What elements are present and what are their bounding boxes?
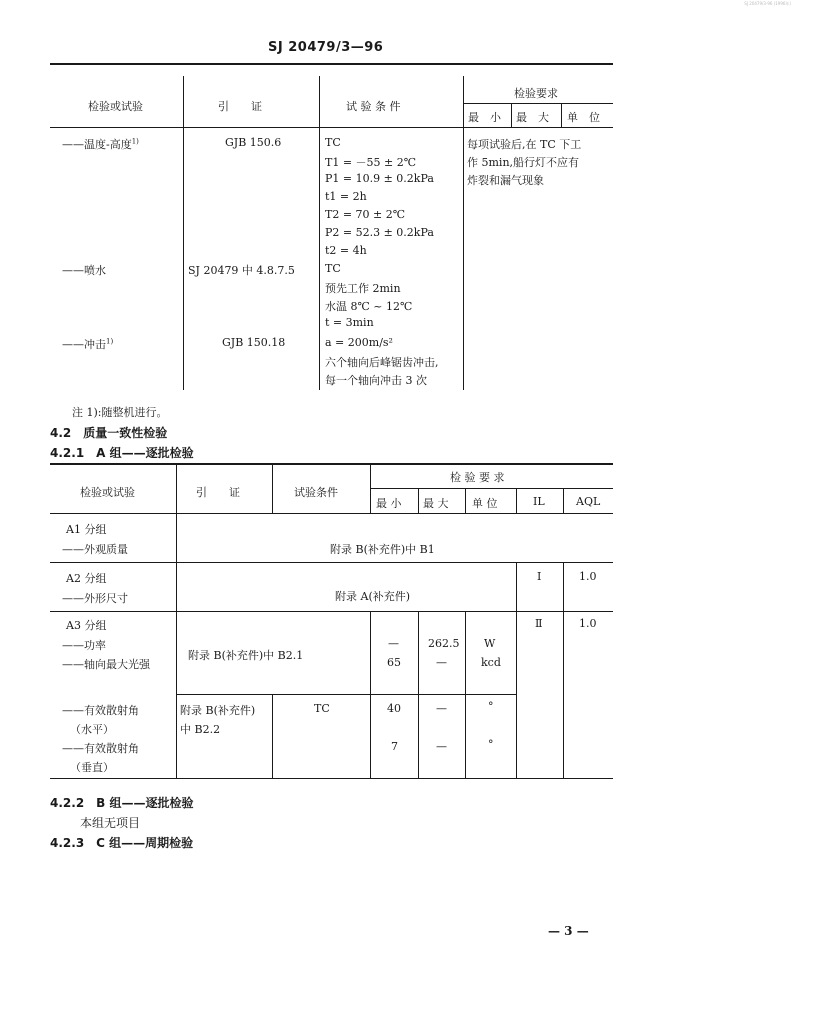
cond-line: P2 = 52.3 ± 0.2kPa (325, 226, 434, 239)
cond-line: a = 200m/s² (325, 336, 393, 349)
header-requirements: 检验要求 (514, 87, 558, 100)
a3-group-label: A3 分组 (66, 619, 107, 632)
a3-aql: 1.0 (579, 617, 597, 630)
cond-line: T1 = －55 ± 2℃ (325, 156, 417, 169)
section-4-2-2-heading: 4.2.2 B 组——逐批检验 (50, 796, 194, 810)
cond-line: 六个轴向后峰锯齿冲击, (325, 356, 439, 369)
requirement-text: 作 5min,船行灯不应有 (467, 156, 580, 169)
a3-reference-b2-2-line2: 中 B2.2 (180, 723, 221, 736)
header-conditions: 试 验 条 件 (346, 100, 401, 113)
page-number: — 3 — (548, 924, 589, 938)
cond-line: 预先工作 2min (325, 282, 401, 295)
a1-item: ——外观质量 (62, 543, 128, 556)
cond-line: t2 = 4h (325, 244, 367, 257)
section-4-2-heading: 4.2 质量一致性检验 (50, 426, 168, 440)
header-min: 最 小 (468, 111, 501, 124)
row-item-temperature-altitude: ——温度-高度$^{1)}$ (62, 137, 139, 151)
row-ref-gjb150-18: GJB 150.18 (222, 336, 286, 349)
t2-header-item: 检验或试验 (80, 486, 135, 499)
a3-reference-b2-2: 附录 B(补充件) (180, 704, 256, 717)
cond-line: T2 = 70 ± 2℃ (325, 208, 406, 221)
header-unit: 单 位 (567, 111, 600, 124)
a3-vertical-min: 7 (391, 740, 398, 753)
requirement-text: 炸裂和漏气现象 (467, 174, 544, 187)
row-ref-gjb150-6: GJB 150.6 (225, 136, 282, 149)
a3-item-vertical-label: （垂直） (70, 761, 114, 774)
t2-header-il: IL (533, 495, 545, 508)
row-item-water-spray: ——喷水 (62, 264, 106, 277)
section-4-2-3-heading: 4.2.3 C 组——周期检验 (50, 836, 194, 850)
cond-line: TC (325, 262, 341, 275)
a3-item-horizontal-angle: ——有效散射角 (62, 704, 139, 717)
a3-intensity-min: 65 (387, 656, 401, 669)
a3-intensity-max: — (436, 656, 447, 669)
header-reference: 引 证 (218, 100, 262, 113)
a3-vertical-max: — (436, 740, 447, 753)
t2-header-requirements: 检 验 要 求 (450, 471, 505, 484)
a1-group-label: A1 分组 (66, 523, 107, 536)
header-max: 最 大 (516, 111, 549, 124)
a3-il: Ⅱ (535, 617, 543, 630)
a2-aql: 1.0 (579, 570, 597, 583)
footnote: 注 1):随整机进行。 (72, 406, 168, 419)
a3-horizontal-unit: ° (488, 700, 494, 713)
document-code-header: SJ 20479/3—96 (268, 40, 384, 55)
requirement-text: 每项试验后,在 TC 下工 (467, 138, 582, 151)
a2-item: ——外形尺寸 (62, 592, 128, 605)
cond-line: t1 = 2h (325, 190, 367, 203)
a2-reference: 附录 A(补充件) (335, 590, 411, 603)
cond-line: P1 = 10.9 ± 0.2kPa (325, 172, 434, 185)
a2-group-label: A2 分组 (66, 572, 107, 585)
corner-note: SJ 20479/3-96 (1996年) (744, 1, 791, 6)
a3-power-min: — (388, 637, 399, 650)
section-4-2-1-heading: 4.2.1 A 组——逐批检验 (50, 446, 194, 460)
a3-item-axial-intensity: ——轴向最大光强 (62, 658, 150, 671)
a3-power-max: 262.5 (428, 637, 460, 650)
t2-header-aql: AQL (576, 495, 601, 508)
a3-reference-b2-1: 附录 B(补充件)中 B2.1 (188, 649, 304, 662)
a3-item-horizontal-label: （水平） (70, 723, 114, 736)
a1-reference: 附录 B(补充件)中 B1 (330, 543, 435, 556)
a3-vertical-unit: ° (488, 738, 494, 751)
a3-item-power: ——功率 (62, 639, 106, 652)
t2-header-min: 最 小 (376, 497, 402, 510)
a3-item-vertical-angle: ——有效散射角 (62, 742, 139, 755)
cond-line: TC (325, 136, 341, 149)
row-item-shock: ——冲击$^{1)}$ (62, 337, 114, 351)
cond-line: 水温 8℃ ~ 12℃ (325, 300, 413, 313)
a3-horizontal-min: 40 (387, 702, 401, 715)
section-4-2-2-body: 本组无项目 (80, 816, 141, 830)
cond-line: 每一个轴向冲击 3 次 (325, 374, 427, 387)
a3-intensity-unit: kcd (481, 656, 501, 669)
t2-header-conditions: 试验条件 (294, 486, 338, 499)
t2-header-max: 最 大 (423, 497, 449, 510)
t2-header-unit: 单 位 (472, 497, 498, 510)
a2-il: I (537, 570, 542, 583)
a3-conditions-tc: TC (314, 702, 330, 715)
t2-header-reference: 引 证 (196, 486, 240, 499)
a3-power-unit: W (484, 637, 496, 650)
a3-horizontal-max: — (436, 702, 447, 715)
row-ref-sj20479: SJ 20479 中 4.8.7.5 (188, 264, 295, 277)
header-item: 检验或试验 (88, 100, 143, 113)
cond-line: t = 3min (325, 316, 374, 329)
